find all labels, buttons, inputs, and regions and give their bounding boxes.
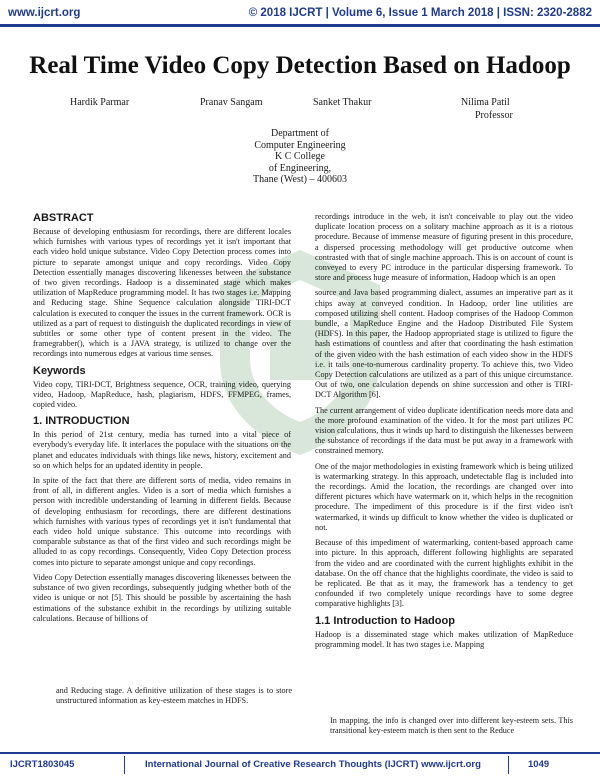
affiliation-line: Department of	[270, 128, 330, 139]
body-paragraph: recordings introduce in the web, it isn't conceivable to play out the video duplicate location process on a solitary machine approach as it is a riotous procedure. Because of immense measure of figuring present in this procedure, a dispersed processing methodology will get productive outcome when contrasted with that of single machine approach. This is on account of count is conveyed to every PC introduce in the particular dispersing framework. To store and process huge measure of information, Hadoop which is an open	[315, 212, 573, 283]
affiliation-line: of Engineering,	[268, 162, 332, 174]
author-name: Hardik Parmar	[70, 97, 130, 108]
body-paragraph: The current arrangement of video duplicate identification needs more data and the more profound examination of the video. It for the most part utilizes PC vision calculations, thus it winds up hard to distinguish the likenesses between the substance of recordings if the data must be put away in a framework with constrained memory.	[315, 405, 573, 456]
footer-rule	[0, 752, 600, 754]
footer-divider	[508, 756, 509, 774]
body-paragraph: Video Copy Detection essentially manages discovering likenesses between the substance of two given recordings, subsequently judging whether both of the video is unique or not [5]. This should be possible by ascertaining the hash estimations of the substance exhibit in the recordings by utilizing suitable calculations. Because of billions of	[33, 572, 291, 623]
author-role: Professor	[475, 110, 513, 121]
affiliation-line: Thane (West) – 400603	[253, 174, 347, 185]
body-paragraph: Because of this impediment of watermarking, content-based approach came into picture. In this approach, different following highlights are separated from the video and are coordinated with the current highlights exhibit in the database. On the off chance that the highlights coordinate, the video is said to be replicated. Be that as it may, the framework has a tendency to get confounded if two completely unique recordings have to some degree comparative highlights [3].	[315, 538, 573, 609]
author-name: Sanket Thakur	[313, 97, 372, 108]
continued-text-left: and Reducing stage. A definitive utilization of these stages is to store unstructured information as key-esteem matches in HDFS.	[56, 686, 292, 706]
journal-name-link[interactable]: International Journal of Creative Research Thoughts (IJCRT) www.ijcrt.org	[145, 759, 481, 770]
introduction-heading: 1. INTRODUCTION	[33, 415, 130, 428]
hadoop-subheading: 1.1 Introduction to Hadoop	[315, 614, 455, 627]
body-paragraph: In spite of the fact that there are different sorts of media, video remains in front of all, in different angles. Video is a sort of media which furnishes a person with incredible understanding of learning in different fields. Because of developing enthusiasm for recordings, there are different destinations which furnishes with various types of recordings yet it isn't fundamental that each video hold unique substance. This outcome into recordings with comparable substance as that of the first video and such recordings might be alluded to as copy recordings. Consequently, Video Copy Detection process comes into picture to separate amongst unique and copy recordings.	[33, 476, 291, 567]
continued-text-right: In mapping, the info is changed over into different key-esteem sets. This transitional key-esteem match is then sent to the Reduce	[330, 716, 573, 736]
page-header	[0, 0, 600, 30]
body-paragraph: Hadoop is a disseminated stage which makes utilization of MapReduce programming model. It has two stages i.e. Mapping	[315, 629, 573, 649]
body-paragraph: One of the major methodologies in existing framework which is being utilized is watermarking strategy. In this approach, undetectable flag is included into the recordings. Amid the location, the recordings are changed over into different pictures which have watermark on it, which helps in the recognition procedure. The impediment of this procedure is if the first video isn't watermarked, it winds up difficult to know whether the video is duplicated or not.	[315, 461, 573, 532]
abstract-text: Because of developing enthusiasm for recordings, there are different locales which furnishes with various types of recordings yet it isn't important that each video hold unique substance. Video Copy Detection process comes into picture to separate amongst unique and copy recordings. Video Copy Detection essentially manages discovering likenesses between the substance of two given recordings. Hadoop is a disseminated stage which makes utilization of MapReduce programming model. It has two stages i.e. Mapping and Reducing stage. Shine Sequence calculation alongside TIRI-DCT calculation is executed to conquer the issues in the current framework. OCR is utilized as a part of request to distinguish the duplicated recordings in view of subtitles or some other type of content present in the video. The framegrabber(), which is a JAVA strategy, is utilized to change over the recordings into numerous edges at various time senses.	[33, 227, 291, 359]
left-column	[33, 212, 291, 629]
paper-id: IJCRT1803045	[10, 759, 75, 770]
keywords-text: Video copy, TIRI-DCT, Brightness sequence, OCR, training video, querying video, Hadoop, MapReduce, hash, plagiarism, HDFS, FFMPEG, frames, copied video.	[33, 379, 291, 410]
page-number: 1049	[528, 759, 550, 770]
body-paragraph: source and Java based programming dialect, assumes an imperative part as it chips away at conveyed condition. In Hadoop, order line utilities are composed utilizing shell content. Hadoop comprises of the Hadoop Common bundle, a MapReduce Engine and the Hadoop Distributed File System (HDFS). In this paper, the Hadoop appropriated stage is utilized to figure the hash estimations of countless and after that coordinating the hash estimation of the given video with the hash estimation of each video show in the HDFS i.e. it tails one-to-numerous cardinality property. To achieve this, two Video Copy Detection calculations are utilized as a part of this unique circumstance. Out of two, one calculation depends on shine succession and other is TIRI-DCT Algorithm [6].	[315, 288, 573, 400]
affiliation-line: K C College	[275, 151, 325, 162]
footer-divider	[124, 756, 125, 774]
header-rule	[0, 24, 600, 27]
abstract-heading: ABSTRACT	[33, 212, 94, 224]
affiliation	[0, 128, 600, 186]
body-paragraph: In this period of 21st century, media has turned into a vital piece of everybody's everyday life. It interlaces the populace with the situations on the planet and educates individuals with things like news, history, excitement and so on which helps for an updated identity in people.	[33, 430, 291, 470]
page-footer	[0, 756, 600, 776]
keywords-heading: Keywords	[33, 364, 86, 377]
author-name: Nilima Patil	[461, 97, 510, 108]
author-name: Pranav Sangam	[200, 97, 263, 108]
site-url[interactable]: www.ijcrt.org	[8, 7, 81, 19]
right-column	[315, 212, 573, 655]
journal-info: © 2018 IJCRT | Volume 6, Issue 1 March 2018 | ISSN: 2320-2882	[248, 7, 592, 19]
affiliation-line: Computer Engineering	[254, 139, 346, 151]
author-list	[0, 97, 600, 127]
paper-title: Real Time Video Copy Detection Based on Hadoop	[29, 52, 571, 79]
